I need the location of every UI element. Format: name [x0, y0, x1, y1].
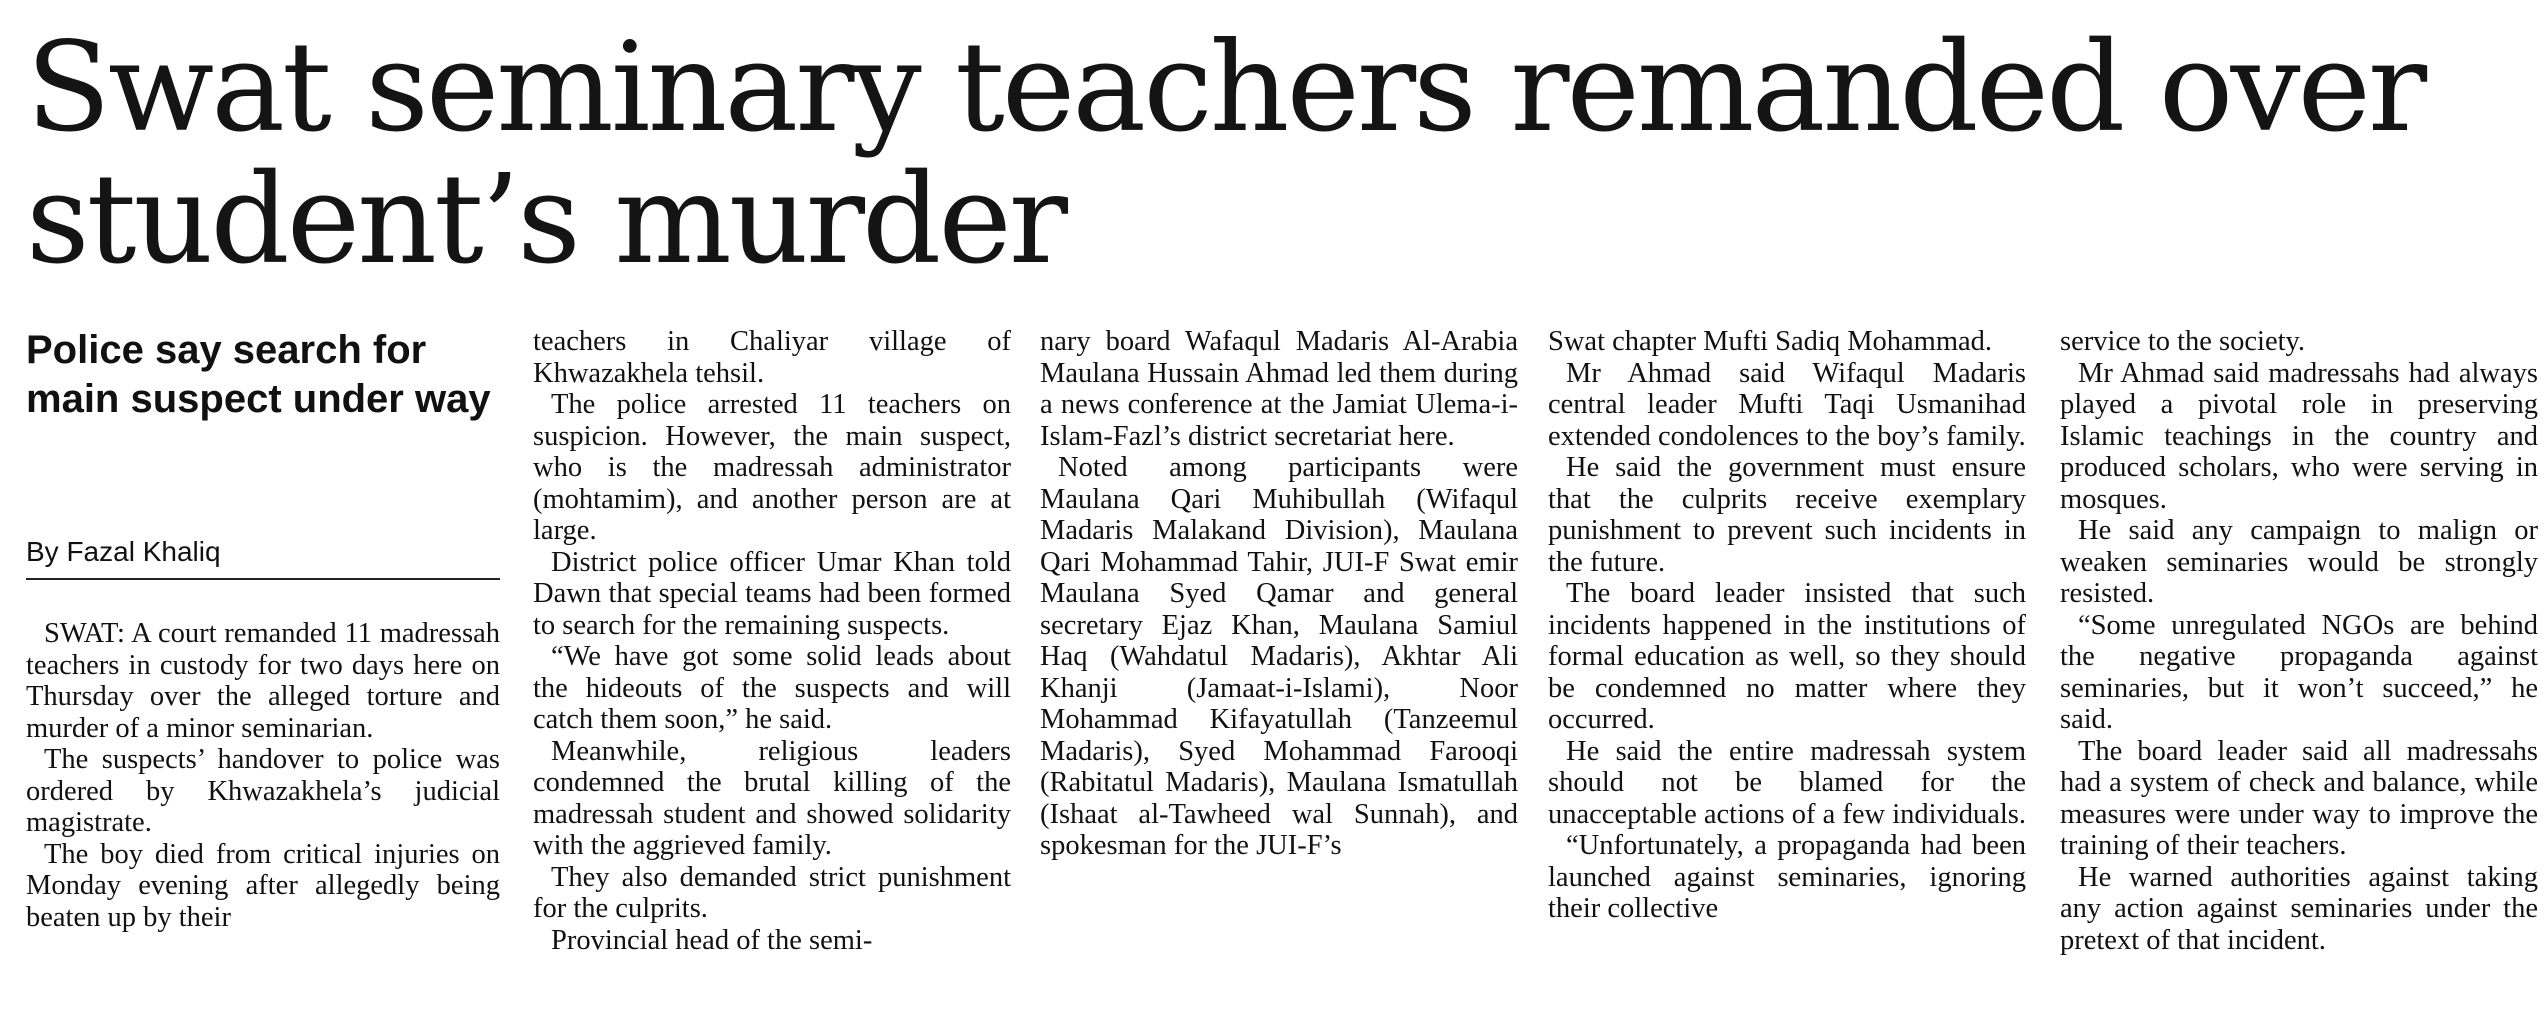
article-column-2 — [533, 326, 1011, 956]
paragraph: Swat chapter Mufti Sadiq Mohammad. — [1548, 326, 1993, 357]
paragraph: “Some unregulated NGOs are behind the negative propaganda against seminaries, but it won’t succeed,” he said. — [2060, 609, 2538, 735]
article-column-3 — [1040, 326, 1518, 862]
headline: Swat seminary teachers remanded over student’s murder — [26, 16, 2425, 292]
paragraph: The boy died from critical injuries on Monday evening after allegedly being beaten up by their — [26, 838, 500, 933]
paragraph: He said the government must ensure that the culprits receive exemplary punishment to prevent such incidents in the future. — [1548, 452, 2026, 578]
paragraph: They also demanded strict punishment for the culprits. — [533, 861, 1011, 924]
paragraph: Mr Ahmad said Wifaqul Madaris central leader Mufti Taqi Usmanihad extended condolences to the boy’s family. — [1548, 357, 2026, 452]
subheadline-deck: Police say search for main suspect under way — [26, 328, 491, 421]
paragraph: SWAT: A court remanded 11 madressah teachers in custody for two days here on Thursday over the alleged torture and murder of a minor seminarian. — [26, 618, 500, 744]
article-column-1 — [26, 618, 500, 933]
paragraph: He warned authorities against taking any action against seminaries under the pretext of that incident. — [2060, 861, 2538, 956]
paragraph: The board leader said all madressahs had a system of check and balance, while measures were under way to improve the training of their teachers. — [2060, 735, 2538, 861]
paragraph: He said the entire madressah system should not be blamed for the unacceptable actions of a few individuals. — [1548, 735, 2026, 830]
paragraph: nary board Wafaqul Madaris Al-Arabia Maulana Hussain Ahmad led them during a news conference at the Jamiat Ulema-i-Islam-Fazl’s district secretariat here. — [1040, 326, 1518, 452]
paragraph: Meanwhile, religious leaders condemned the brutal killing of the madressah student and showed solidarity with the aggrieved family. — [533, 735, 1011, 861]
paragraph: Provincial head of the semi- — [551, 924, 873, 956]
byline-divider — [26, 578, 500, 580]
paragraph: service to the society. — [2060, 326, 2306, 357]
article-column-4 — [1548, 326, 2026, 925]
paragraph: Mr Ahmad said madressahs had always played a pivotal role in preserving Islamic teachings in the country and produced scholars, who were serving in mosques. — [2060, 357, 2538, 515]
paragraph: Noted among participants were Maulana Qari Muhibullah (Wifaqul Madaris Malakand Division), Maulana Qari Mohammad Tahir, JUI-F Swat emir Maulana Syed Qamar and general secretary Ejaz Khan, Maulana Samiul Haq (Wahdatul Madaris), Akhtar Ali Khanji (Jamaat-i-Islami), Noor Mohammad Kifayatullah (Tanzeemul Madaris), Syed Mohammad Farooqi (Rabitatul Madaris), Maulana Ismatullah (Ishaat al-Tawheed wal Sunnah), and spokesman for the JUI-F’s — [1040, 452, 1518, 861]
paragraph: He said any campaign to malign or weaken seminaries would be strongly resisted. — [2060, 515, 2538, 609]
paragraph: “We have got some solid leads about the hideouts of the suspects and will catch them soon,” he said. — [533, 641, 1011, 735]
paragraph: The police arrested 11 teachers on suspicion. However, the main suspect, who is the madressah administrator (mohtamim), and another person are at large. — [533, 389, 1011, 546]
byline: By Fazal Khaliq — [26, 536, 221, 567]
paragraph: The suspects’ handover to police was ordered by Khwazakhela’s judicial magistrate. — [26, 744, 500, 838]
paragraph: teachers in Chaliyar village of Khwazakhela tehsil. — [533, 326, 1011, 389]
article-column-5 — [2060, 326, 2538, 956]
paragraph: District police officer Umar Khan told Dawn that special teams had been formed to search for the remaining suspects. — [533, 546, 1011, 641]
paragraph: The board leader insisted that such incidents happened in the institutions of formal education as well, so they should be condemned no matter where they occurred. — [1548, 578, 2026, 735]
paragraph: “Unfortunately, a propaganda had been launched against seminaries, ignoring their collective — [1548, 830, 2026, 924]
